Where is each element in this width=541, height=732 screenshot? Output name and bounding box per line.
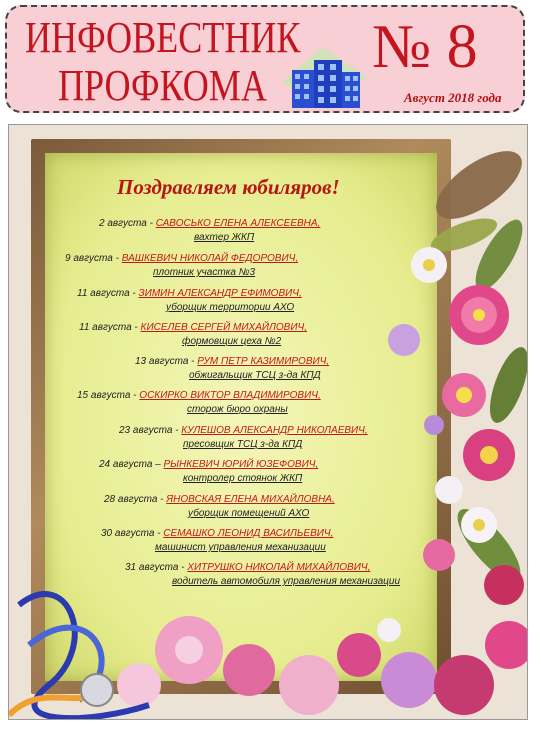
- greeting-page: [8, 124, 528, 720]
- list-item-position: машинист управления механизации: [155, 542, 326, 553]
- greeting-heading: Поздравляем юбиляров!: [117, 175, 340, 199]
- list-item-position: уборщик помещений АХО: [188, 508, 310, 519]
- issue-date: Август 2018 года: [404, 90, 502, 105]
- list-item-position: уборщик территории АХО: [166, 302, 295, 313]
- flowers-decoration: [9, 125, 527, 719]
- list-item: 9 августа - ВАШКЕВИЧ НИКОЛАЙ ФЕДОРОВИЧ,: [65, 253, 299, 264]
- list-item-position: водитель автомобиля управления механизации: [172, 576, 401, 587]
- list-item: 30 августа - СЕМАШКО ЛЕОНИД ВАСИЛЬЕВИЧ,: [101, 528, 334, 539]
- list-item: 13 августа - РУМ ПЕТР КАЗИМИРОВИЧ,: [135, 356, 330, 367]
- issue-number: № 8: [372, 13, 478, 81]
- list-item-position: контролер стоянок ЖКП: [183, 473, 303, 484]
- list-item: 24 августа – РЫНКЕВИЧ ЮРИЙ ЮЗЕФОВИЧ,: [99, 459, 319, 470]
- building-icon: [272, 42, 372, 112]
- title-line-2: ПРОФКОМА: [58, 61, 267, 110]
- list-item-position: обжигальщик ТСЦ з-да КПД: [189, 370, 321, 381]
- list-item: 23 августа - КУЛЕШОВ АЛЕКСАНДР НИКОЛАЕВИЧ,: [119, 425, 368, 436]
- title-line-1: ИНФОВЕСТНИК: [25, 13, 301, 62]
- list-item: 15 августа - ОСКИРКО ВИКТОР ВЛАДИМИРОВИЧ,: [77, 390, 321, 401]
- list-item-position: вахтер ЖКП: [194, 232, 255, 243]
- list-item: 31 августа - ХИТРУШКО НИКОЛАЙ МИХАЙЛОВИЧ,: [125, 562, 371, 573]
- list-item-position: плотник участка №3: [153, 267, 256, 278]
- list-item: 28 августа - ЯНОВСКАЯ ЕЛЕНА МИХАЙЛОВНА,: [104, 494, 335, 505]
- list-item: 11 августа - ЗИМИН АЛЕКСАНДР ЕФИМОВИЧ,: [77, 288, 302, 299]
- list-item-position: пресовщик ТСЦ з-да КПД: [183, 439, 303, 450]
- list-item: 2 августа - САВОСЬКО ЕЛЕНА АЛЕКСЕЕВНА,: [99, 218, 321, 229]
- list-item: 11 августа - КИСЕЛЕВ СЕРГЕЙ МИХАЙЛОВИЧ,: [79, 322, 308, 333]
- list-item-position: формовщик цеха №2: [182, 336, 282, 347]
- list-item-position: сторож бюро охраны: [187, 404, 288, 415]
